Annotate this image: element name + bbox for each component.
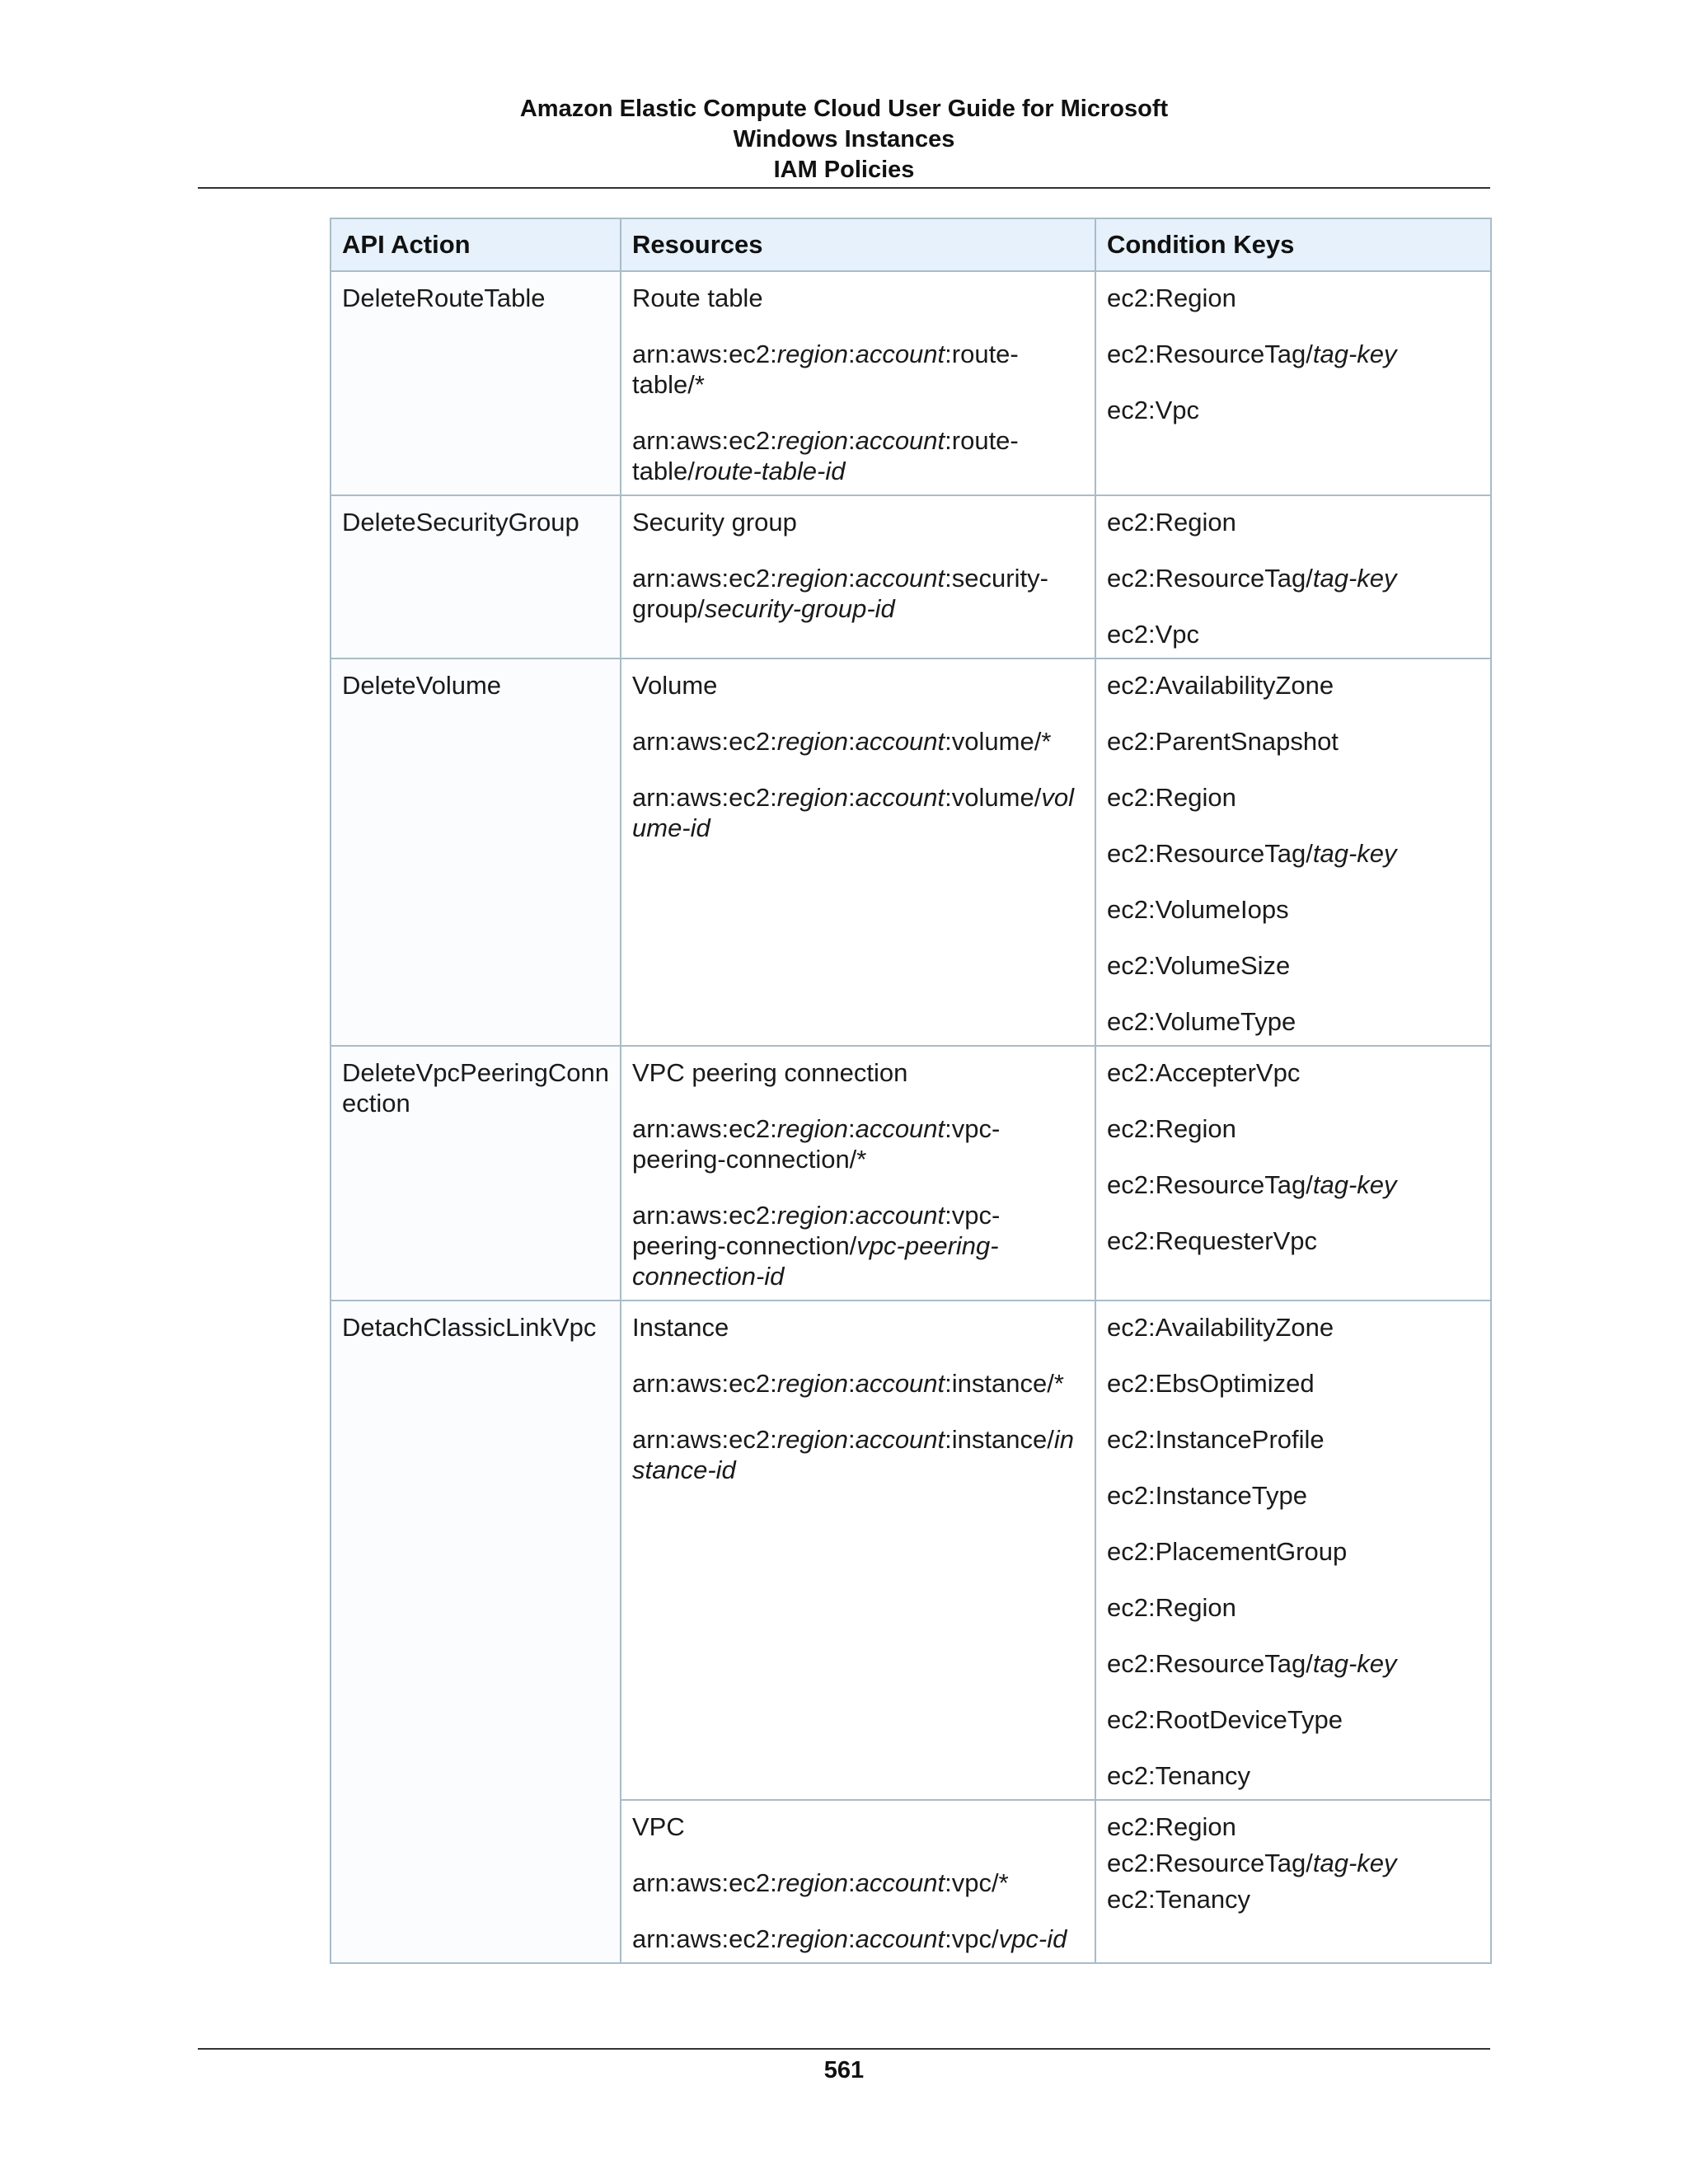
text-segment: Route table: [632, 284, 763, 312]
text-segment: :: [847, 564, 856, 593]
resource-line: [632, 339, 1084, 400]
placeholder-text: region: [776, 340, 848, 368]
text-segment: :: [847, 1868, 856, 1897]
placeholder-text: account: [855, 1201, 945, 1230]
text-segment: ec2:PlacementGroup: [1107, 1537, 1348, 1566]
header-divider: [198, 187, 1490, 189]
text-segment: :security-group/: [632, 564, 1048, 623]
resource-line: [632, 507, 1084, 537]
condition-key: [1107, 1704, 1479, 1735]
placeholder-text: region: [776, 727, 848, 756]
resource-line: [632, 1113, 1084, 1174]
condition-key: [1107, 950, 1479, 981]
condition-key: [1107, 1648, 1479, 1679]
text-segment: :: [847, 783, 856, 812]
text-segment: ec2:Tenancy: [1107, 1761, 1251, 1790]
api-action-cell: [331, 271, 621, 495]
condition-key: [1107, 283, 1479, 313]
placeholder-text: account: [855, 1369, 945, 1398]
placeholder-text: tag-key: [1312, 1849, 1397, 1877]
resource-line: [632, 1200, 1084, 1291]
resource-line: [632, 1424, 1084, 1485]
api-action-name: DetachClassicLinkVpc: [342, 1313, 597, 1342]
table-row: [331, 1301, 1491, 1800]
condition-key: [1107, 1480, 1479, 1511]
placeholder-text: account: [855, 783, 945, 812]
text-segment: ec2:VolumeIops: [1107, 895, 1289, 924]
page-number: 561: [823, 2057, 865, 2083]
placeholder-text: tag-key: [1312, 839, 1397, 868]
condition-key: [1107, 1169, 1479, 1200]
text-segment: ec2:ResourceTag/: [1107, 839, 1313, 868]
resource-line: [632, 1312, 1084, 1343]
text-segment: VPC: [632, 1812, 685, 1841]
text-segment: arn:aws:ec2:: [632, 727, 777, 756]
resources-cell: [621, 658, 1095, 1046]
text-segment: arn:aws:ec2:: [632, 1425, 777, 1454]
condition-keys-cell: [1095, 1301, 1491, 1800]
resource-line: [632, 425, 1084, 486]
condition-key: [1107, 1592, 1479, 1623]
text-segment: ec2:AvailabilityZone: [1107, 671, 1334, 700]
condition-keys-cell: [1095, 271, 1491, 495]
condition-key: [1107, 782, 1479, 813]
text-segment: arn:aws:ec2:: [632, 426, 777, 455]
placeholder-text: region: [776, 1369, 848, 1398]
condition-key: [1107, 507, 1479, 537]
header-section-title: IAM Policies: [773, 157, 915, 183]
api-action-name: DeleteVpcPeeringConnection: [342, 1058, 609, 1118]
placeholder-text: region: [776, 564, 848, 593]
text-segment: ec2:ResourceTag/: [1107, 1170, 1313, 1199]
table-row: [331, 1046, 1491, 1301]
text-segment: arn:aws:ec2:: [632, 564, 777, 593]
text-segment: ec2:Region: [1107, 783, 1236, 812]
resource-line: [632, 1868, 1084, 1898]
column-header-resources: Resources: [621, 218, 1095, 271]
text-segment: :instance/: [945, 1425, 1054, 1454]
api-action-cell: [331, 1046, 621, 1301]
resource-line: [632, 1057, 1084, 1088]
text-segment: :: [847, 340, 856, 368]
page-header: [198, 94, 1490, 185]
text-segment: :: [847, 1425, 856, 1454]
placeholder-text: region: [776, 783, 848, 812]
text-segment: ec2:ParentSnapshot: [1107, 727, 1339, 756]
text-segment: :volume/: [945, 783, 1042, 812]
resource-line: [632, 1368, 1084, 1399]
placeholder-text: tag-key: [1312, 1170, 1397, 1199]
footer-divider: [198, 2048, 1490, 2050]
text-segment: VPC peering connection: [632, 1058, 908, 1087]
condition-key: [1107, 838, 1479, 869]
text-segment: Instance: [632, 1313, 729, 1342]
text-segment: ec2:Region: [1107, 508, 1236, 537]
api-action-cell: [331, 658, 621, 1046]
condition-keys-cell: [1095, 658, 1491, 1046]
text-segment: :vpc-peering-connection/: [632, 1201, 1001, 1260]
table-row: [331, 271, 1491, 495]
resource-line: [632, 1811, 1084, 1842]
placeholder-text: region: [776, 426, 848, 455]
header-title-line-1: Amazon Elastic Compute Cloud User Guide for Microsoft: [519, 96, 1169, 122]
resources-cell: [621, 1301, 1095, 1800]
resources-cell: [621, 495, 1095, 658]
text-segment: ec2:InstanceType: [1107, 1481, 1307, 1510]
text-segment: arn:aws:ec2:: [632, 1201, 777, 1230]
resource-line: [632, 726, 1084, 757]
text-segment: ec2:Region: [1107, 1114, 1236, 1143]
placeholder-text: account: [855, 1868, 945, 1897]
condition-keys-cell: [1095, 495, 1491, 658]
text-segment: :vpc/: [945, 1924, 999, 1953]
resource-line: [632, 782, 1084, 843]
text-segment: ec2:InstanceProfile: [1107, 1425, 1325, 1454]
resources-cell: [621, 1046, 1095, 1301]
text-segment: arn:aws:ec2:: [632, 1114, 777, 1143]
condition-key: [1107, 619, 1479, 649]
placeholder-text: instance-id: [632, 1425, 1074, 1484]
condition-key: [1107, 395, 1479, 425]
condition-key: [1107, 339, 1479, 369]
placeholder-text: account: [855, 564, 945, 593]
placeholder-text: tag-key: [1312, 1649, 1397, 1678]
placeholder-text: vpc-id: [998, 1924, 1067, 1953]
text-segment: :: [847, 1369, 856, 1398]
condition-key: [1107, 670, 1479, 701]
placeholder-text: vpc-peering-connection-id: [632, 1231, 999, 1291]
text-segment: :vpc-peering-connection/*: [632, 1114, 1001, 1174]
placeholder-text: region: [776, 1425, 848, 1454]
text-segment: ec2:Region: [1107, 1812, 1236, 1841]
condition-key: [1107, 1884, 1479, 1915]
placeholder-text: region: [776, 1924, 848, 1953]
condition-keys-cell: [1095, 1046, 1491, 1301]
text-segment: ec2:VolumeType: [1107, 1007, 1296, 1036]
placeholder-text: region: [776, 1868, 848, 1897]
placeholder-text: account: [855, 727, 945, 756]
placeholder-text: region: [776, 1114, 848, 1143]
resource-line: [632, 283, 1084, 313]
text-segment: arn:aws:ec2:: [632, 1924, 777, 1953]
text-segment: ec2:ResourceTag/: [1107, 1849, 1313, 1877]
text-segment: :route-table/: [632, 426, 1019, 485]
api-action-cell: [331, 1301, 621, 1963]
text-segment: ec2:RequesterVpc: [1107, 1226, 1318, 1255]
condition-key: [1107, 1368, 1479, 1399]
text-segment: ec2:Vpc: [1107, 620, 1200, 649]
condition-key: [1107, 726, 1479, 757]
condition-key: [1107, 1006, 1479, 1037]
placeholder-text: account: [855, 426, 945, 455]
text-segment: :: [847, 1114, 856, 1143]
text-segment: ec2:Region: [1107, 1593, 1236, 1622]
condition-keys-cell: [1095, 1800, 1491, 1963]
text-segment: :: [847, 727, 856, 756]
placeholder-text: region: [776, 1201, 848, 1230]
text-segment: ec2:ResourceTag/: [1107, 564, 1313, 593]
condition-key: [1107, 1113, 1479, 1144]
iam-policy-table: [330, 218, 1492, 1964]
table-header-row: [331, 218, 1491, 271]
text-segment: :volume/*: [945, 727, 1052, 756]
condition-key: [1107, 1760, 1479, 1791]
resource-line: [632, 670, 1084, 701]
text-segment: arn:aws:ec2:: [632, 1868, 777, 1897]
table-row: [331, 495, 1491, 658]
text-segment: :instance/*: [945, 1369, 1064, 1398]
text-segment: :: [847, 426, 856, 455]
api-action-name: DeleteSecurityGroup: [342, 508, 579, 537]
header-title-line-2: Windows Instances: [733, 126, 955, 152]
placeholder-text: account: [855, 340, 945, 368]
placeholder-text: account: [855, 1924, 945, 1953]
condition-key: [1107, 1057, 1479, 1088]
condition-key: [1107, 894, 1479, 925]
text-segment: arn:aws:ec2:: [632, 340, 777, 368]
text-segment: ec2:AvailabilityZone: [1107, 1313, 1334, 1342]
condition-key: [1107, 1312, 1479, 1343]
text-segment: ec2:RootDeviceType: [1107, 1705, 1343, 1734]
condition-key: [1107, 563, 1479, 593]
condition-key: [1107, 1536, 1479, 1567]
text-segment: arn:aws:ec2:: [632, 1369, 777, 1398]
table-body: [331, 271, 1491, 1963]
text-segment: Volume: [632, 671, 718, 700]
text-segment: :vpc/*: [945, 1868, 1009, 1897]
text-segment: ec2:EbsOptimized: [1107, 1369, 1315, 1398]
placeholder-text: account: [855, 1114, 945, 1143]
text-segment: arn:aws:ec2:: [632, 783, 777, 812]
placeholder-text: volume-id: [632, 783, 1074, 842]
placeholder-text: account: [855, 1425, 945, 1454]
text-segment: ec2:VolumeSize: [1107, 951, 1291, 980]
text-segment: :: [847, 1201, 856, 1230]
text-segment: ec2:ResourceTag/: [1107, 1649, 1313, 1678]
text-segment: ec2:Region: [1107, 284, 1236, 312]
condition-key: [1107, 1811, 1479, 1842]
text-segment: :route-table/*: [632, 340, 1019, 399]
placeholder-text: security-group-id: [704, 594, 895, 623]
text-segment: ec2:ResourceTag/: [1107, 340, 1313, 368]
text-segment: ec2:AccepterVpc: [1107, 1058, 1301, 1087]
api-action-name: DeleteVolume: [342, 671, 502, 700]
placeholder-text: tag-key: [1312, 340, 1397, 368]
api-action-cell: [331, 495, 621, 658]
text-segment: ec2:Vpc: [1107, 396, 1200, 424]
condition-key: [1107, 1226, 1479, 1256]
column-header-condition-keys: Condition Keys: [1095, 218, 1491, 271]
text-segment: Security group: [632, 508, 797, 537]
placeholder-text: tag-key: [1312, 564, 1397, 593]
text-segment: :: [847, 1924, 856, 1953]
resources-cell: [621, 1800, 1095, 1963]
condition-key: [1107, 1424, 1479, 1455]
table-row: [331, 658, 1491, 1046]
api-action-name: DeleteRouteTable: [342, 284, 546, 312]
placeholder-text: route-table-id: [694, 457, 846, 485]
resource-line: [632, 1924, 1084, 1954]
column-header-api-action: API Action: [331, 218, 621, 271]
resource-line: [632, 563, 1084, 624]
text-segment: ec2:Tenancy: [1107, 1885, 1251, 1914]
resources-cell: [621, 271, 1095, 495]
condition-key: [1107, 1848, 1479, 1878]
